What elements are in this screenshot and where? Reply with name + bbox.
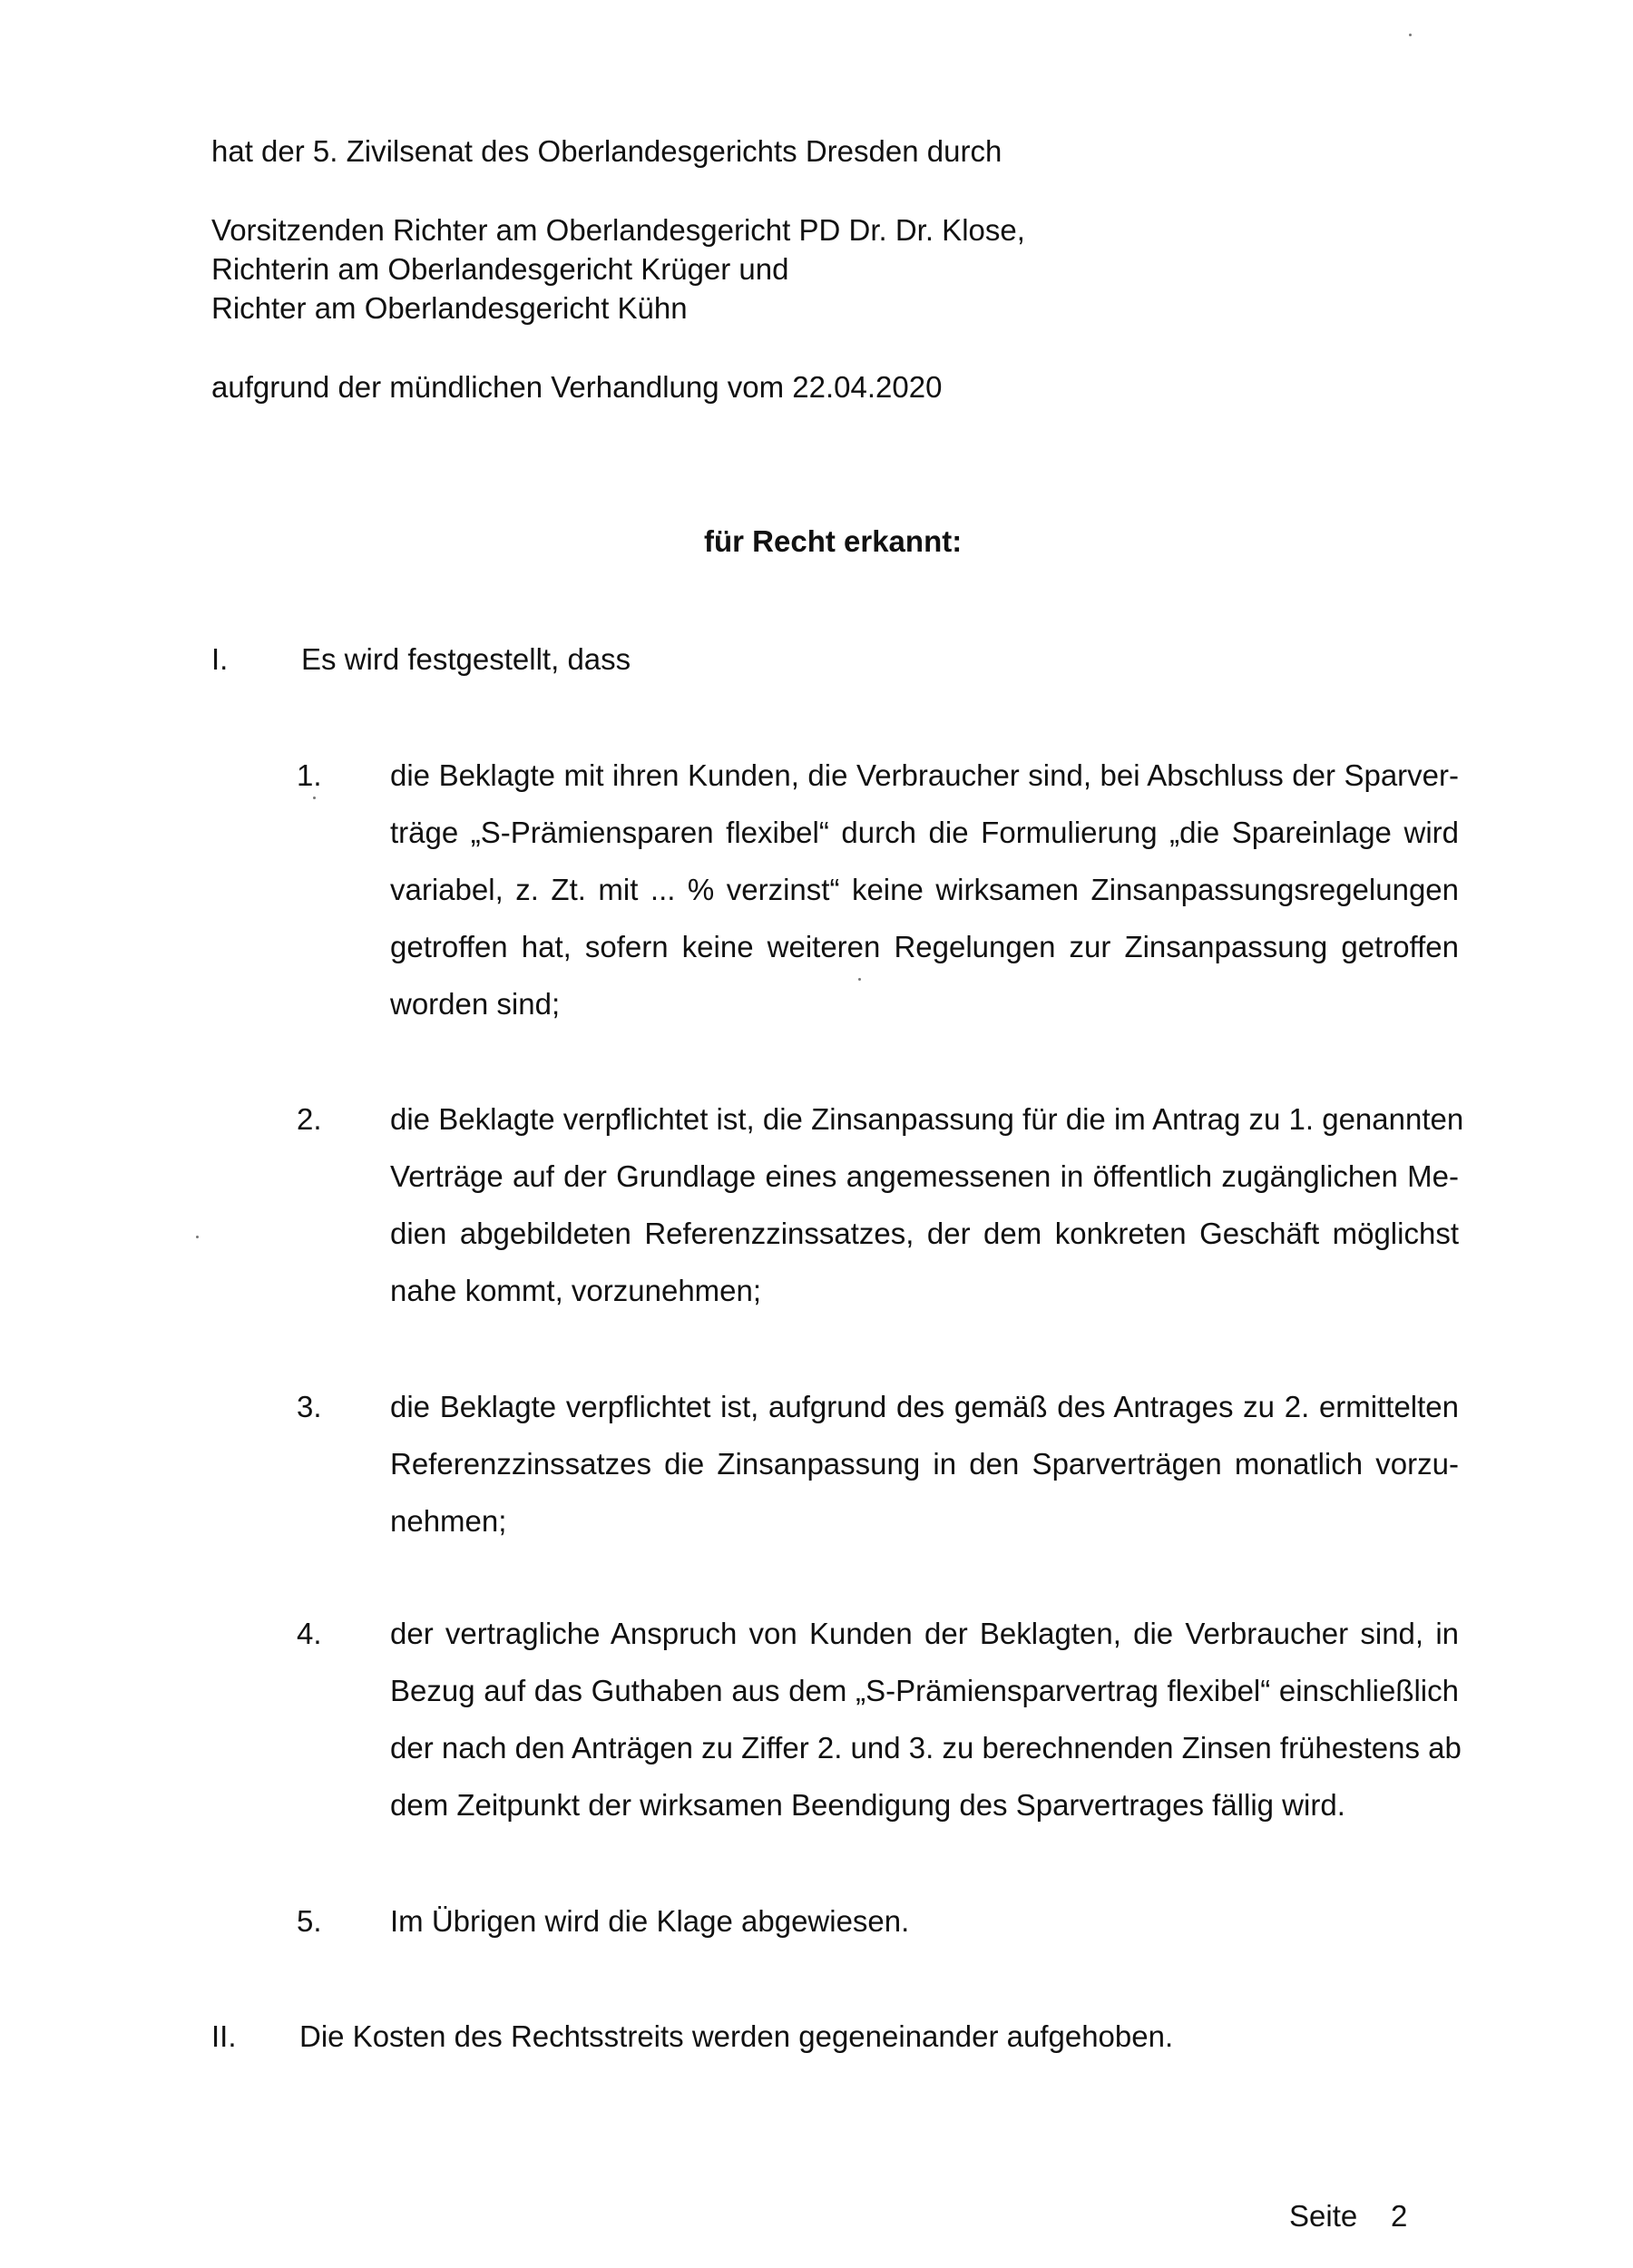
item-4-line-1: der vertragliche Anspruch von Kunden der Beklagten, die Verbraucher sind, in: [390, 1617, 1459, 1650]
intro-line: hat der 5. Zivilsenat des Oberlandesgerichts Dresden durch: [211, 134, 1002, 168]
section-2-text: Die Kosten des Rechtsstreits werden gegeneinander aufgehoben.: [299, 2019, 1174, 2053]
item-4-line-2: Bezug auf das Guthaben aus dem „S-Prämiensparvertrag flexibel“ einschließlich: [390, 1674, 1459, 1707]
section-1-lead: Es wird festgestellt, dass: [301, 642, 631, 676]
item-2-line-4: nahe kommt, vorzunehmen;: [390, 1274, 762, 1307]
verdict-heading: für Recht erkannt:: [704, 524, 963, 558]
judge-line-3: Richter am Oberlandesgericht Kühn: [211, 291, 688, 325]
item-4-number: 4.: [297, 1617, 322, 1650]
item-3-line-2: Referenzzinssatzes die Zinsanpassung in den Sparverträgen monatlich vorzu-: [390, 1447, 1459, 1481]
item-5-line-1: Im Übrigen wird die Klage abgewiesen.: [390, 1904, 910, 1938]
item-1-number: 1.: [297, 758, 322, 792]
item-3-number: 3.: [297, 1390, 322, 1423]
item-1-line-3: variabel, z. Zt. mit ... % verzinst“ keine wirksamen Zinsanpassungsregelungen: [390, 873, 1459, 906]
item-3-line-1: die Beklagte verpflichtet ist, aufgrund des gemäß des Antrages zu 2. ermittelten: [390, 1390, 1459, 1423]
item-1-line-1: die Beklagte mit ihren Kunden, die Verbraucher sind, bei Abschluss der Sparver-: [390, 758, 1459, 792]
item-2-number: 2.: [297, 1102, 322, 1136]
item-4-line-3: der nach den Anträgen zu Ziffer 2. und 3. zu berechnenden Zinsen frühestens ab: [390, 1731, 1462, 1765]
item-2-line-3: dien abgebildeten Referenzzinssatzes, der dem konkreten Geschäft möglichst: [390, 1217, 1459, 1250]
item-4-line-4: dem Zeitpunkt der wirksamen Beendigung des Sparvertrages fällig wird.: [390, 1788, 1345, 1822]
footer-page-number: 2: [1391, 2199, 1408, 2233]
item-2-line-2: Verträge auf der Grundlage eines angemessenen in öffentlich zugänglichen Me-: [390, 1159, 1459, 1193]
section-2-number: II.: [211, 2019, 237, 2053]
judge-line-1: Vorsitzenden Richter am Oberlandesgericht PD Dr. Dr. Klose,: [211, 213, 1025, 247]
footer-page-label: Seite: [1289, 2199, 1358, 2233]
hearing-line: aufgrund der mündlichen Verhandlung vom 22.04.2020: [211, 370, 943, 404]
scan-speck: [1409, 34, 1412, 36]
item-1-line-2: träge „S-Prämiensparen flexibel“ durch die Formulierung „die Spareinlage wird: [390, 816, 1459, 849]
scan-speck: [858, 978, 861, 981]
item-5-number: 5.: [297, 1904, 322, 1938]
item-1-line-4: getroffen hat, sofern keine weiteren Regelungen zur Zinsanpassung getroffen: [390, 930, 1459, 963]
item-2-line-1: die Beklagte verpflichtet ist, die Zinsanpassung für die im Antrag zu 1. genannten: [390, 1102, 1464, 1136]
item-1-line-5: worden sind;: [390, 987, 561, 1021]
judge-line-2: Richterin am Oberlandesgericht Krüger und: [211, 252, 789, 286]
item-3-line-3: nehmen;: [390, 1504, 507, 1538]
section-1-number: I.: [211, 642, 229, 676]
scan-speck: [313, 797, 316, 799]
scan-speck: [196, 1236, 199, 1238]
